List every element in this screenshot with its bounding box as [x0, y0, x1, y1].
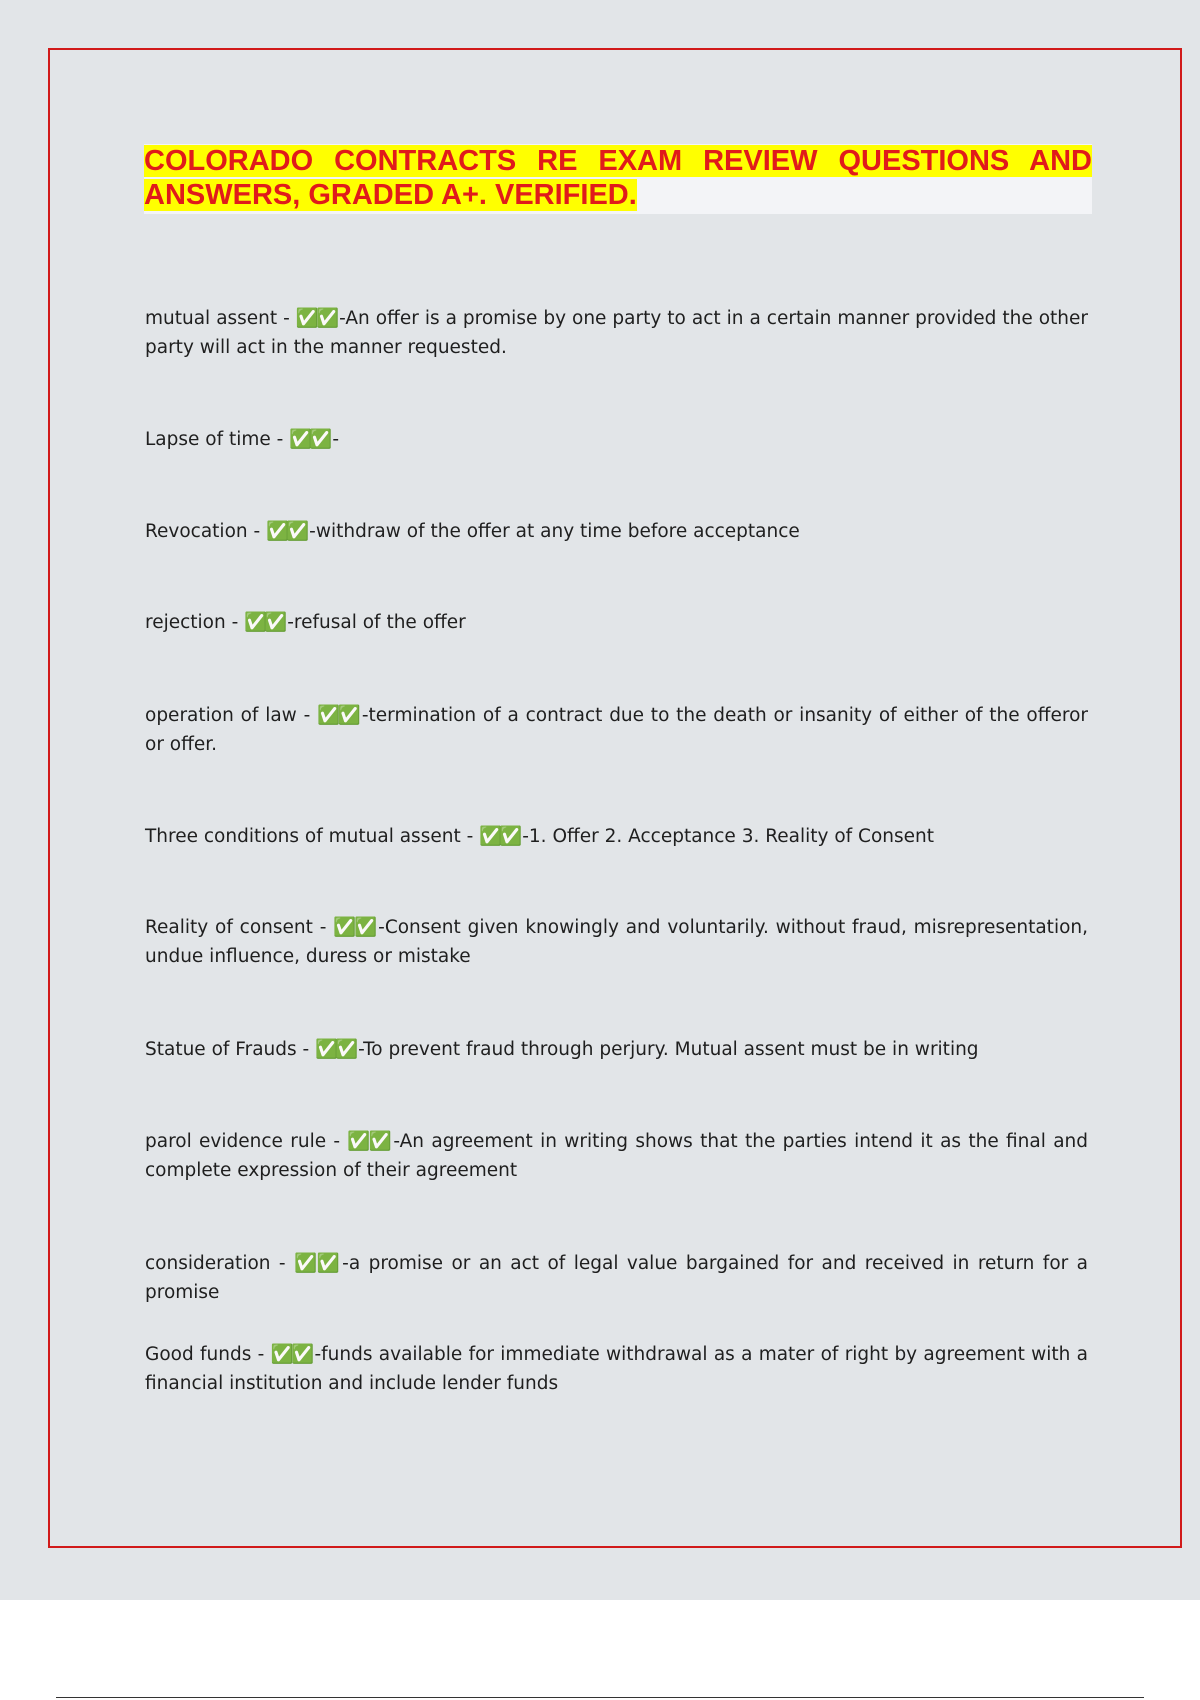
- term: Revocation: [145, 521, 248, 542]
- double-check-icon: ✅✅: [479, 826, 520, 847]
- double-check-icon: ✅✅: [294, 1253, 340, 1274]
- term: mutual assent: [145, 308, 278, 329]
- qa-item: Reality of consent - ✅✅ -Consent given knowingly and voluntarily. without fraud, misrepresentation, undue influence, duress or mistake: [145, 917, 1089, 967]
- term: Three conditions of mutual assent: [145, 826, 461, 847]
- term: Reality of consent: [145, 917, 313, 938]
- qa-item: parol evidence rule - ✅✅ -An agreement in writing shows that the parties intend it as the final and complete expression of their agreement: [145, 1131, 1089, 1181]
- qa-item: Good funds - ✅✅ -funds available for immediate withdrawal as a mater of right by agreement with a financial institution and include lender funds: [145, 1344, 1088, 1394]
- qa-item: Revocation - ✅✅ -withdraw of the offer at any time before acceptance: [145, 521, 800, 542]
- term: Statue of Frauds: [145, 1039, 297, 1060]
- double-check-icon: ✅✅: [295, 308, 337, 329]
- term: parol evidence rule: [145, 1131, 327, 1152]
- definition: 1. Offer 2. Acceptance 3. Reality of Consent: [528, 826, 935, 847]
- definition: Consent given knowingly and voluntarily. without fraud, misrepresentation, undue influence, duress or mistake: [145, 917, 1089, 967]
- term: consideration: [145, 1253, 271, 1274]
- definition: funds available for immediate withdrawal as a mater of right by agreement with a financial institution and include lender funds: [145, 1344, 1088, 1394]
- double-check-icon: ✅✅: [333, 917, 376, 938]
- definition: a promise or an act of legal value bargained for and received in return for a promise: [145, 1253, 1088, 1303]
- definition: withdraw of the offer at any time before acceptance: [315, 521, 800, 542]
- term: Good funds: [145, 1344, 252, 1365]
- double-check-icon: ✅✅: [347, 1131, 391, 1152]
- qa-item: mutual assent - ✅✅ -An offer is a promise by one party to act in a certain manner provided the other party will act in the manner requested.: [145, 308, 1089, 358]
- double-check-icon: ✅✅: [289, 429, 330, 450]
- definition: refusal of the offer: [293, 612, 466, 633]
- double-check-icon: ✅✅: [315, 1039, 356, 1060]
- double-check-icon: ✅✅: [244, 612, 285, 633]
- qa-item: rejection - ✅✅ -refusal of the offer: [145, 612, 466, 633]
- term: operation of law: [145, 705, 297, 726]
- definition: An agreement in writing shows that the parties intend it as the final and complete expression of their agreement: [145, 1131, 1089, 1181]
- title-block: [144, 144, 1092, 214]
- definition: To prevent fraud through perjury. Mutual assent must be in writing: [363, 1039, 979, 1060]
- qa-item: Lapse of time - ✅✅ -: [145, 429, 339, 450]
- page-border: [48, 48, 1182, 1548]
- qa-item: consideration - ✅✅ -a promise or an act of legal value bargained for and received in return for a promise: [145, 1253, 1088, 1303]
- definition: An offer is a promise by one party to act in a certain manner provided the other party will act in the manner requested.: [145, 308, 1089, 358]
- term: Lapse of time: [145, 429, 271, 450]
- qa-item: operation of law - ✅✅ -termination of a contract due to the death or insanity of either of the offeror or offer.: [145, 705, 1088, 755]
- double-check-icon: ✅✅: [266, 521, 307, 542]
- double-check-icon: ✅✅: [317, 705, 359, 726]
- term: rejection: [145, 612, 226, 633]
- qa-item: Statue of Frauds - ✅✅ -To prevent fraud through perjury. Mutual assent must be in writing: [145, 1039, 979, 1060]
- document-title: [144, 144, 1092, 212]
- double-check-icon: ✅✅: [270, 1344, 312, 1365]
- definition: termination of a contract due to the death or insanity of either of the offeror or offer.: [145, 705, 1088, 755]
- title-highlight: COLORADO CONTRACTS RE EXAM REVIEW QUESTIONS AND ANSWERS, GRADED A+. VERIFIED.: [144, 145, 1092, 211]
- footer-rule: [56, 1697, 1144, 1698]
- qa-item: Three conditions of mutual assent - ✅✅ -1. Offer 2. Acceptance 3. Reality of Consent: [145, 826, 935, 847]
